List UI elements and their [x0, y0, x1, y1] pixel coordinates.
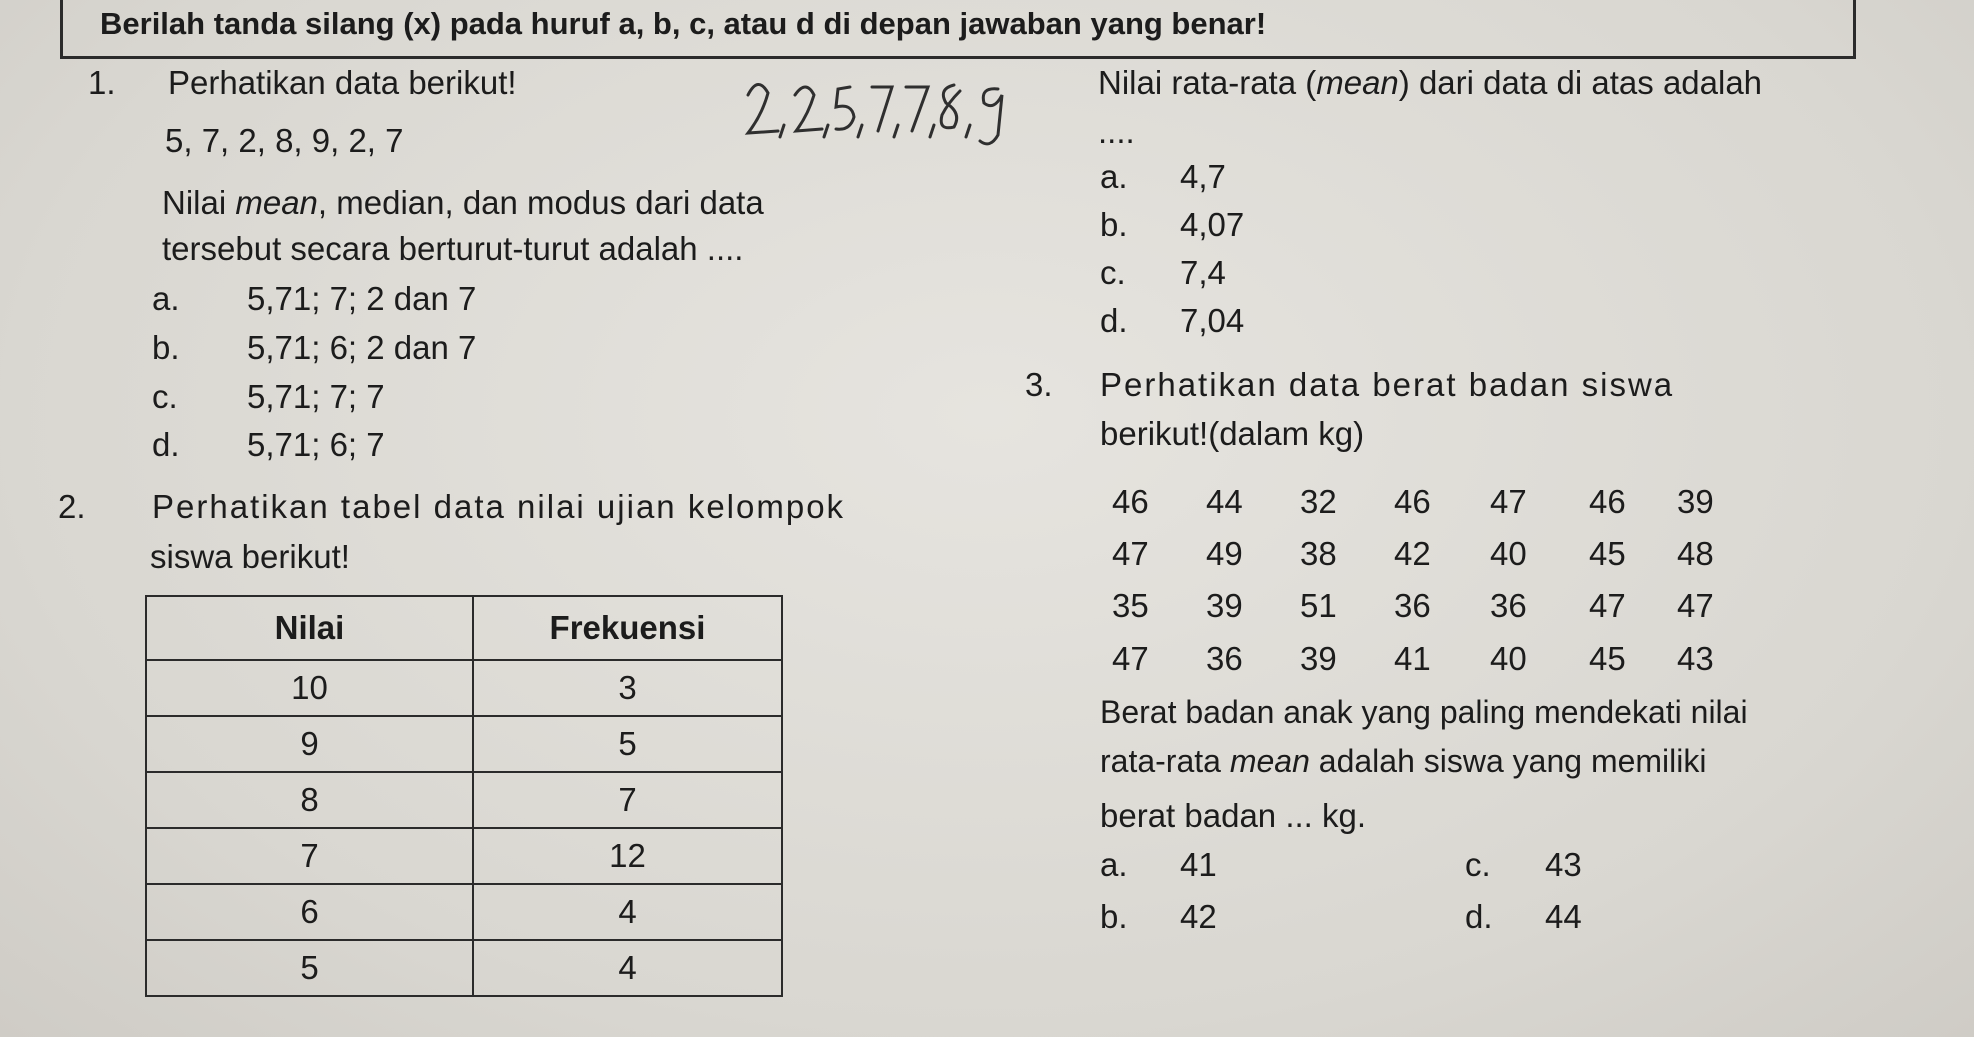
column-header-nilai: Nilai	[146, 596, 473, 660]
q1-data: 5, 7, 2, 8, 9, 2, 7	[165, 122, 404, 159]
q3-option-b[interactable]: b. 42	[1100, 898, 1217, 935]
table-row: 8 7	[146, 772, 782, 828]
q2-continuation-line1: Nilai rata-rata (mean) dari data di atas adalah	[1098, 64, 1763, 101]
worksheet-page: Berilah tanda silang (x) pada huruf a, b, c, atau d di depan jawaban yang benar! 1. Perhatikan data berikut! 5, 7, 2, 8, 9, 2, 7 Nilai mean, median, dan modus dari data tersebut secara berturut-turut adalah .... a. 5,71; 7; 2 dan 7 b. 5,71; 6; 2 dan 7 c. 5,71; 7; 7 d. 5,71; 6; 7 2. Perhatikan tabel data nilai ujian kelompok siswa berikut! Nilai Frekuensi 10 3 9 5 8 7 7 12 6 4 5 4 Nilai rata-rata (mean) dari data di atas adalah .... a. 4,7 b. 4,07 c. 7,4 d. 7,04 3. Perhatikan data berat badan siswa berikut!(dalam kg) 46 44 32 46 47 46 39 47 49 38 42 40 45 48 35 39 51 36 36 47 47 47 36 39 41 40 45 43 Berat badan anak yang paling mendekati nilai rata-rata mean adalah siswa yang memiliki berat badan ... kg. a. 41 b. 42 c. 43 d. 44	[0, 0, 1974, 1037]
table-row: 9 5	[146, 716, 782, 772]
q1-number: 1.	[88, 64, 116, 101]
score-frequency-table	[145, 595, 783, 997]
q2-option-a[interactable]: a. 4,7	[1100, 158, 1226, 195]
q1-option-c[interactable]: c. 5,71; 7; 7	[152, 378, 385, 415]
table-row: 6 4	[146, 884, 782, 940]
table-row: 7 12	[146, 828, 782, 884]
handwritten-sorted-data	[740, 65, 1090, 150]
q2-number: 2.	[58, 488, 86, 525]
table-row: 5 4	[146, 940, 782, 996]
instruction-text: Berilah tanda silang (x) pada huruf a, b, c, atau d di depan jawaban yang benar!	[100, 6, 1267, 41]
q1-stem-line2: tersebut secara berturut-turut adalah ....	[162, 230, 744, 267]
q3-question-line2: rata-rata mean adalah siswa yang memiliki	[1100, 743, 1707, 779]
q3-option-a[interactable]: a. 41	[1100, 846, 1217, 883]
q3-option-c[interactable]: c. 43	[1465, 846, 1582, 883]
table-row: 10 3	[146, 660, 782, 716]
q1-option-b[interactable]: b. 5,71; 6; 2 dan 7	[152, 329, 477, 366]
q3-question-line3: berat badan ... kg.	[1100, 797, 1367, 834]
q3-number: 3.	[1025, 366, 1053, 403]
q1-stem-line1: Nilai mean, median, dan modus dari data	[162, 184, 764, 221]
q3-prompt-line1: Perhatikan data berat badan siswa	[1100, 366, 1675, 403]
q2-option-c[interactable]: c. 7,4	[1100, 254, 1226, 291]
q3-prompt-line2: berikut!(dalam kg)	[1100, 415, 1365, 452]
q2-continuation-ellipsis: ....	[1098, 113, 1135, 150]
q1-option-d[interactable]: d. 5,71; 6; 7	[152, 426, 385, 463]
q2-option-d[interactable]: d. 7,04	[1100, 302, 1245, 339]
q1-prompt: Perhatikan data berikut!	[168, 64, 517, 101]
q2-option-b[interactable]: b. 4,07	[1100, 206, 1245, 243]
q2-prompt-line1: Perhatikan tabel data nilai ujian kelompok	[152, 488, 846, 525]
q1-option-a[interactable]: a. 5,71; 7; 2 dan 7	[152, 280, 477, 317]
column-header-frekuensi: Frekuensi	[473, 596, 782, 660]
q3-option-d[interactable]: d. 44	[1465, 898, 1582, 935]
q3-question-line1: Berat badan anak yang paling mendekati nilai	[1100, 694, 1748, 730]
q2-prompt-line2: siswa berikut!	[150, 538, 350, 575]
